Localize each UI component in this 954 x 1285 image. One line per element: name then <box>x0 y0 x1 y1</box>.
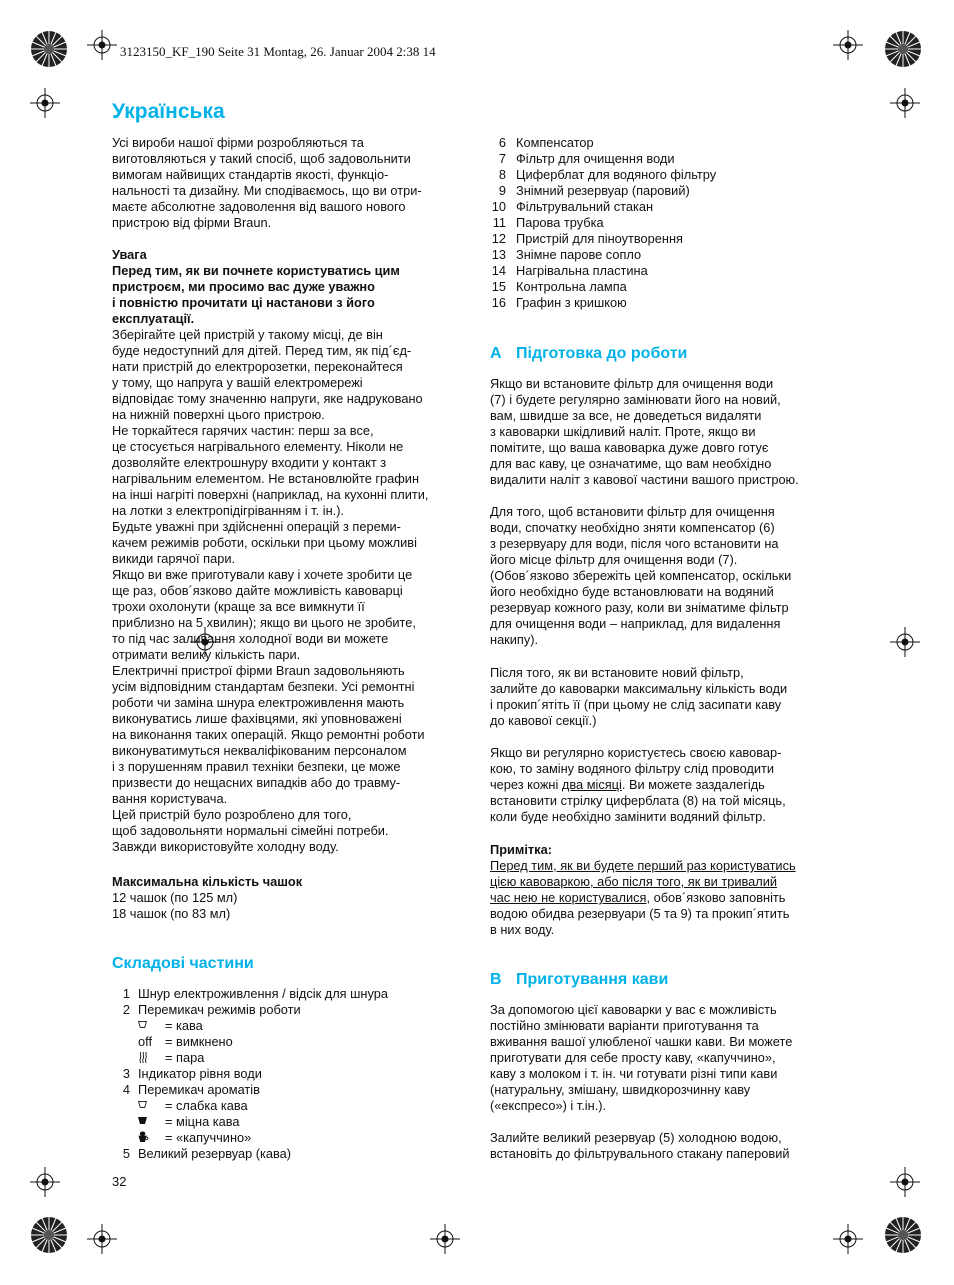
note-title: Примітка: <box>490 842 552 857</box>
text-line: каву з молоком і т. ін. чи готувати різні типи кави <box>490 1066 778 1081</box>
item-number: 15 <box>491 279 506 294</box>
underlined-text: два місяці <box>561 777 622 792</box>
registration-crosshair-icon <box>890 627 920 657</box>
item-number: 6 <box>498 135 506 150</box>
warning-title: Увага <box>112 247 147 262</box>
text-line: Якщо ви вже приготували каву і хочете зробити це <box>112 567 413 582</box>
print-starburst-mark <box>30 1216 68 1254</box>
item-number: 13 <box>491 247 506 262</box>
text-line: Для того, щоб встановити фільтр для очищення <box>490 504 775 519</box>
text-line: пристрою від фірми Braun. <box>112 215 272 230</box>
registration-crosshair-icon <box>87 1224 117 1254</box>
text-line: Не торкайтеся гарячих частин: перш за все, <box>112 423 374 438</box>
text-line: виконуватись лише фахівцями, які уповноважені <box>112 711 402 726</box>
list-item <box>490 183 850 199</box>
page-title: Українська <box>112 100 225 123</box>
text-line: його місце фільтр для очищення води (7). <box>490 552 738 567</box>
text-line: Залийте великий резервуар (5) холодною водою, <box>490 1130 782 1145</box>
max-cups-title: Максимальна кількість чашок <box>112 874 303 889</box>
item-label: Контрольна лампа <box>516 279 627 294</box>
text-span: , обов´язково заповніть <box>646 890 786 905</box>
item-number: 2 <box>122 1002 130 1017</box>
text-line: виконуватимуться некваліфікованим персоналом <box>112 743 407 758</box>
intro-paragraph <box>112 135 472 231</box>
item-label: Компенсатор <box>516 135 594 150</box>
option-label: = «капуччино» <box>165 1130 252 1145</box>
text-line: Електричні пристрої фірми Braun задовольняють <box>112 663 405 678</box>
item-label: Пристрій для піноутворення <box>516 231 683 246</box>
list-item <box>490 247 850 263</box>
warning-section <box>112 247 472 855</box>
text-line: Будьте уважні при здійсненні операцій з переми- <box>112 519 401 534</box>
text-line: для очищення води – наприклад, для видалення <box>490 616 781 631</box>
item-number: 7 <box>498 151 506 166</box>
item-label: Індикатор рівня води <box>138 1066 262 1081</box>
text-line: трохи охолонути (краще за все вимкнути її <box>112 599 365 614</box>
text-line: водою обидва резервуари (5 та 9) та прокип´ятить <box>490 906 790 921</box>
aroma-option <box>112 1114 472 1130</box>
text-line: і з порушенням правил техніки безпеки, це може <box>112 759 401 774</box>
text-line: накипу). <box>490 632 539 647</box>
text-line: води, спочатку необхідно зняти компенсатор (6) <box>490 520 775 535</box>
text-line: призвести до нещасних випадків або до травму- <box>112 775 401 790</box>
underlined-text: цією кавоваркою, або після того, як ви тривалий <box>490 874 778 889</box>
underlined-text: час нею не користувалися <box>490 890 647 905</box>
list-item <box>112 1002 472 1018</box>
list-item <box>490 199 850 215</box>
parts-heading: Складові частини <box>112 955 254 972</box>
text-line: щоб задовольняти нормальні сімейні потреби. <box>112 823 389 838</box>
item-number: 12 <box>491 231 506 246</box>
text-line: на інші нагріті поверхні (наприклад, на кухонні плити, <box>112 487 429 502</box>
text-line: роботи чи заміна шнура електроживлення мають <box>112 695 405 710</box>
section-a-paragraph-1 <box>490 376 850 488</box>
section-letter: A <box>490 345 502 362</box>
text-line: викиди гарячої пари. <box>112 551 236 566</box>
item-number: 9 <box>498 183 506 198</box>
section-a-paragraph-2 <box>490 504 850 648</box>
text-line: Завжди використовуйте холодну воду. <box>112 839 339 854</box>
item-label: Графин з кришкою <box>516 295 627 310</box>
text-line: (7) і будете регулярно замінювати його на новий, <box>490 392 781 407</box>
text-line: вання користувача. <box>112 791 228 806</box>
text-line: качем режимів роботи, оскільки при цьому можливі <box>112 535 417 550</box>
text-line: встановити стрілку циферблата (8) на той місяць, <box>490 793 786 808</box>
list-item <box>490 279 850 295</box>
registration-crosshair-icon <box>890 1167 920 1197</box>
aroma-option <box>112 1098 472 1114</box>
item-number: 1 <box>122 986 130 1001</box>
section-b-heading <box>490 970 668 990</box>
text-line: помітите, що ваша кавоварка дуже довго готує <box>490 440 769 455</box>
registration-crosshair-icon <box>87 30 117 60</box>
text-line: (Обов´язково збережіть цей компенсатор, оскільки <box>490 568 792 583</box>
option-label: = пара <box>165 1050 205 1065</box>
text-line: видалити наліт з кавової частини вашого пристрою. <box>490 472 799 487</box>
item-number: 8 <box>498 167 506 182</box>
text-line: буде недоступний для дітей. Перед тим, як під´єд- <box>112 343 412 358</box>
text-line: Якщо ви встановите фільтр для очищення води <box>490 376 774 391</box>
print-file-header: 3123150_KF_190 Seite 31 Montag, 26. Januar 2004 2:38 14 <box>120 44 436 59</box>
text-line: встановіть до фільтрувального стакану паперовий <box>490 1146 790 1161</box>
item-label: Шнур електроживлення / відсік для шнура <box>138 986 388 1001</box>
option-label: = слабка кава <box>165 1098 248 1113</box>
text-line: на лотки з електропідігріванням і т. ін.). <box>112 503 345 518</box>
steam-icon <box>138 1050 162 1066</box>
registration-crosshair-icon <box>30 88 60 118</box>
text-line: За допомогою цієї кавоварки у вас є можливість <box>490 1002 777 1017</box>
text-line: приготувати для себе просту каву, «капуччино», <box>490 1050 776 1065</box>
cup-filled-icon <box>138 1114 162 1130</box>
text-line: в них воду. <box>490 922 555 937</box>
aroma-option <box>112 1130 472 1146</box>
max-cups-section <box>112 874 472 922</box>
item-number: 16 <box>491 295 506 310</box>
cup-outline-icon <box>138 1098 162 1114</box>
text-line: нагрівальним елементом. Не встановлюйте графин <box>112 471 420 486</box>
text-line: кою, то заміну водяного фільтру слід проводити <box>490 761 775 776</box>
text-line: 18 чашок (по 83 мл) <box>112 906 231 921</box>
item-label: Парова трубка <box>516 215 604 230</box>
parts-list-left <box>112 986 472 1162</box>
section-letter: B <box>490 971 502 988</box>
text-line: резервуар кожного разу, коли ви зніматиме фільтр <box>490 600 789 615</box>
print-starburst-mark <box>884 1216 922 1254</box>
option-label: = міцна кава <box>165 1114 240 1129</box>
item-label: Перемикач ароматів <box>138 1082 260 1097</box>
text-line: маєте абсолютне задоволення від вашого нового <box>112 199 406 214</box>
item-number: 3 <box>122 1066 130 1081</box>
item-number: 5 <box>122 1146 130 1161</box>
registration-crosshair-icon <box>833 1224 863 1254</box>
text-line: Зберігайте цей пристрій у такому місці, де він <box>112 327 383 342</box>
item-label: Перемикач режимів роботи <box>138 1002 301 1017</box>
text-line: з кавоварки шкідливий наліт. Проте, якщо ви <box>490 424 756 439</box>
print-starburst-mark <box>30 30 68 68</box>
list-item <box>490 135 850 151</box>
text-line: приблизно на 5 хвилин); якщо ви цього не зробите, <box>112 615 416 630</box>
section-a-paragraph-4 <box>490 745 850 825</box>
section-a-paragraph-3 <box>490 665 850 729</box>
item-label: Циферблат для водяного фільтру <box>516 167 717 182</box>
text-line: вимогам найвищих стандартів якості, функціо- <box>112 167 389 182</box>
item-label: Знімний резервуар (паровий) <box>516 183 690 198</box>
text-line: з резервуару для води, після чого встановити на <box>490 536 779 551</box>
list-item <box>490 295 850 311</box>
print-starburst-mark <box>884 30 922 68</box>
option-label: = вимкнено <box>165 1034 233 1049</box>
text-line: постійно змінювати варіанти приготування та <box>490 1018 759 1033</box>
text-line: («експресо») і т.ін.). <box>490 1098 607 1113</box>
text-line: Усі вироби нашої фірми розробляються та <box>112 135 364 150</box>
text-line: ще раз, обов´язково дайте можливість кавоварці <box>112 583 403 598</box>
text-line: то під час заливання холодної води ви можете <box>112 631 389 646</box>
text-line: отримати велику кількість пари. <box>112 647 301 662</box>
text-line: на виконання таких операцій. Якщо ремонтні роботи <box>112 727 425 742</box>
list-item <box>490 167 850 183</box>
text-line: відповідає тому значенню напруги, яке надруковано <box>112 391 423 406</box>
text-line: і прокип´ятіть її (при цьому не слід засипати каву <box>490 697 782 712</box>
item-number: 11 <box>492 215 506 230</box>
item-number: 10 <box>491 199 506 214</box>
off-symbol: off <box>138 1034 152 1049</box>
list-item <box>490 151 850 167</box>
registration-crosshair-icon <box>430 1224 460 1254</box>
section-a-note <box>490 842 850 938</box>
text-line: нати пристрій до електророзетки, переконайтеся <box>112 359 403 374</box>
list-item <box>490 215 850 231</box>
text-line: коли буде необхідно замінити водяний фільтр. <box>490 809 766 824</box>
text-line: виготовляються у такий спосіб, щоб задовольнити <box>112 151 411 166</box>
text-line: у тому, що напруга у вашій електромережі <box>112 375 363 390</box>
item-label: Фільтр для очищення води <box>516 151 675 166</box>
section-title: Підготовка до роботи <box>516 345 688 362</box>
page-number: 32 <box>112 1174 127 1189</box>
item-label: Знімне парове сопло <box>516 247 642 262</box>
section-a-heading <box>490 344 687 364</box>
cappuccino-icon <box>138 1130 162 1146</box>
section-title: Приготування кави <box>516 971 669 988</box>
list-item <box>112 1066 472 1082</box>
list-item <box>112 1146 472 1162</box>
section-b-paragraph-1 <box>490 1002 850 1114</box>
text-span: через кожні <box>490 777 562 792</box>
text-line: залийте до кавоварки максимальну кількість води <box>490 681 788 696</box>
text-line: експлуатації. <box>112 311 195 326</box>
option-label: = кава <box>165 1018 203 1033</box>
text-line: дозволяйте електрошнуру входити у контакт з <box>112 455 387 470</box>
text-line: вживання вашої улюбленої чашки кави. Ви можете <box>490 1034 793 1049</box>
text-line: це стосується нагрівального елементу. Ніколи не <box>112 439 404 454</box>
list-item <box>112 1082 472 1098</box>
mode-option <box>112 1018 472 1034</box>
list-item <box>112 986 472 1002</box>
text-line <box>490 777 850 793</box>
registration-crosshair-icon <box>890 88 920 118</box>
text-line: для вас каву, це означатиме, що вам необхідно <box>490 456 772 471</box>
registration-crosshair-icon <box>833 30 863 60</box>
registration-crosshair-icon <box>30 1167 60 1197</box>
text-line: вам, швидше за все, не доведеться видаляти <box>490 408 762 423</box>
text-line: Після того, як ви встановите новий фільтр, <box>490 665 744 680</box>
text-line: Перед тим, як ви почнете користуватись цим <box>112 263 400 278</box>
item-number: 4 <box>122 1082 130 1097</box>
section-b-paragraph-2 <box>490 1130 850 1162</box>
cup-outline-icon <box>138 1018 162 1034</box>
text-line: на нижній поверхні цього пристрою. <box>112 407 325 422</box>
list-item <box>490 231 850 247</box>
text-line: і повністю прочитати ці настанови з його <box>112 295 375 310</box>
text-line: пристроєм, ми просимо вас дуже уважно <box>112 279 375 294</box>
text-line: усім відповідним стандартам безпеки. Усі ремонтні <box>112 679 415 694</box>
text-line: Цей пристрій було розроблено для того, <box>112 807 352 822</box>
text-line: до кавової секції.) <box>490 713 597 728</box>
text-line: Якщо ви регулярно користуєтесь своєю кавовар- <box>490 745 782 760</box>
mode-option <box>112 1034 472 1050</box>
item-number: 14 <box>491 263 506 278</box>
text-line <box>490 890 850 906</box>
text-line: (натуральну, змішану, швидкорозчинну каву <box>490 1082 751 1097</box>
item-label: Нагрівальна пластина <box>516 263 648 278</box>
underlined-text: Перед тим, як ви будете перший раз користуватись <box>490 858 796 873</box>
text-line: його необхідно буде встановлювати на водяний <box>490 584 774 599</box>
text-line: 12 чашок (по 125 мл) <box>112 890 238 905</box>
item-label: Фільтрувальний стакан <box>516 199 654 214</box>
text-span: . Ви можете заздалегідь <box>621 777 765 792</box>
item-label: Великий резервуар (кава) <box>138 1146 292 1161</box>
parts-list-right <box>490 135 850 311</box>
text-line: нальності та дизайну. Ми сподіваємось, що ви отри- <box>112 183 422 198</box>
list-item <box>490 263 850 279</box>
mode-option <box>112 1050 472 1066</box>
